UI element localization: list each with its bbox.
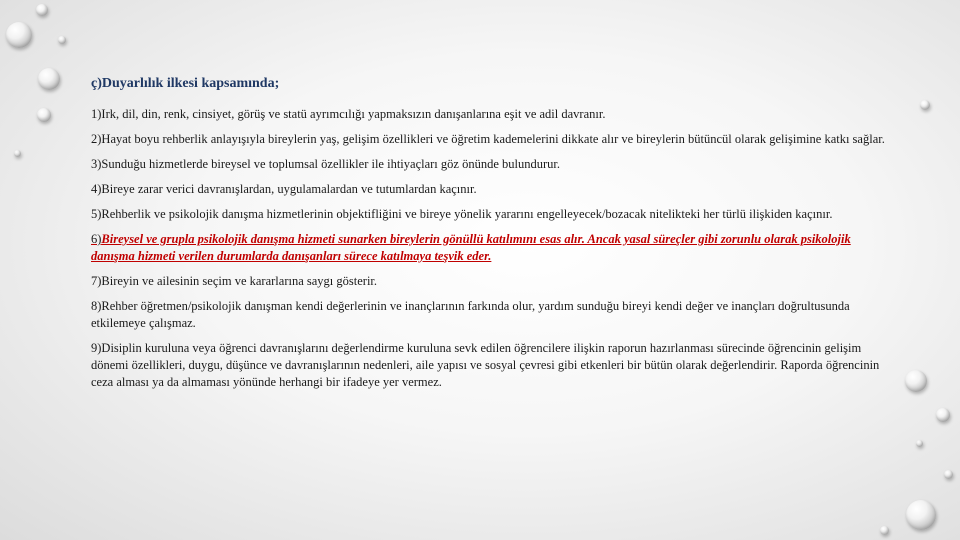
principle-item-6-highlighted	[91, 231, 891, 265]
slide-content	[91, 76, 891, 399]
principle-item-5: 5)Rehberlik ve psikolojik danışma hizmetlerinin objektifliğini ve bireye yönelik yararını engelleyecek/bozacak nitelikteki her türlü ilişkiden kaçınır.	[91, 207, 833, 221]
water-drop-decoration	[936, 408, 950, 422]
principle-item-8: 8)Rehber öğretmen/psikolojik danışman kendi değerlerinin ve inançlarının farkında olur, yardım sunduğu bireyi kendi değer ve inançları doğrultusunda etkilemeye çalışmaz.	[91, 299, 850, 330]
section-heading: ç)Duyarlılık ilkesi kapsamında;	[91, 76, 280, 91]
water-drop-decoration	[944, 470, 953, 479]
water-drop-decoration	[880, 526, 889, 535]
water-drop-decoration	[36, 4, 48, 16]
principle-item-2: 2)Hayat boyu rehberlik anlayışıyla bireylerin yaş, gelişim özellikleri ve öğretim kademelerini dikkate alır ve bireylerin bütüncül olarak gelişimine katkı sağlar.	[91, 132, 885, 146]
water-drop-decoration	[906, 500, 936, 530]
water-drop-decoration	[6, 22, 32, 48]
principle-item-3: 3)Sunduğu hizmetlerde bireysel ve toplumsal özellikler ile ihtiyaçları göz önünde bulundurur.	[91, 157, 560, 171]
water-drop-decoration	[58, 36, 66, 44]
water-drop-decoration	[920, 100, 930, 110]
principle-item-9: 9)Disiplin kuruluna veya öğrenci davranışlarını değerlendirme kuruluna sevk edilen öğrencilere ilişkin raporun hazırlanması sürecinde öğrencinin gelişim dönemi özellikleri, duygu, düşünce ve davranışlarının nedenleri, aile yapısı ve sosyal çevresi gibi etkenleri bir bütün olarak değerlendirir. Raporda öğrencinin ceza alması ya da almaması yönünde herhangi bir ifadeye yer vermez.	[91, 341, 880, 389]
principle-item-1: 1)Irk, dil, din, renk, cinsiyet, görüş ve statü ayrımcılığı yapmaksızın danışanlarına eşit ve adil davranır.	[91, 107, 606, 121]
water-drop-decoration	[14, 150, 21, 157]
water-drop-decoration	[905, 370, 927, 392]
principle-item-4: 4)Bireye zarar verici davranışlardan, uygulamalardan ve tutumlardan kaçınır.	[91, 182, 477, 196]
principle-item-7: 7)Bireyin ve ailesinin seçim ve kararlarına saygı gösterir.	[91, 274, 378, 288]
water-drop-decoration	[37, 108, 51, 122]
principle-item-6-text: Bireysel ve grupla psikolojik danışma hizmeti sunarken bireylerin gönüllü katılımını esas alır. Ancak yasal süreçler gibi zorunlu olarak psikolojik danışma hizmeti verilen durumlarda danışanları sürece katılmaya teşvik eder.	[91, 232, 851, 263]
water-drop-decoration	[916, 440, 923, 447]
principle-item-6-number: 6)	[91, 232, 102, 246]
water-drop-decoration	[38, 68, 60, 90]
